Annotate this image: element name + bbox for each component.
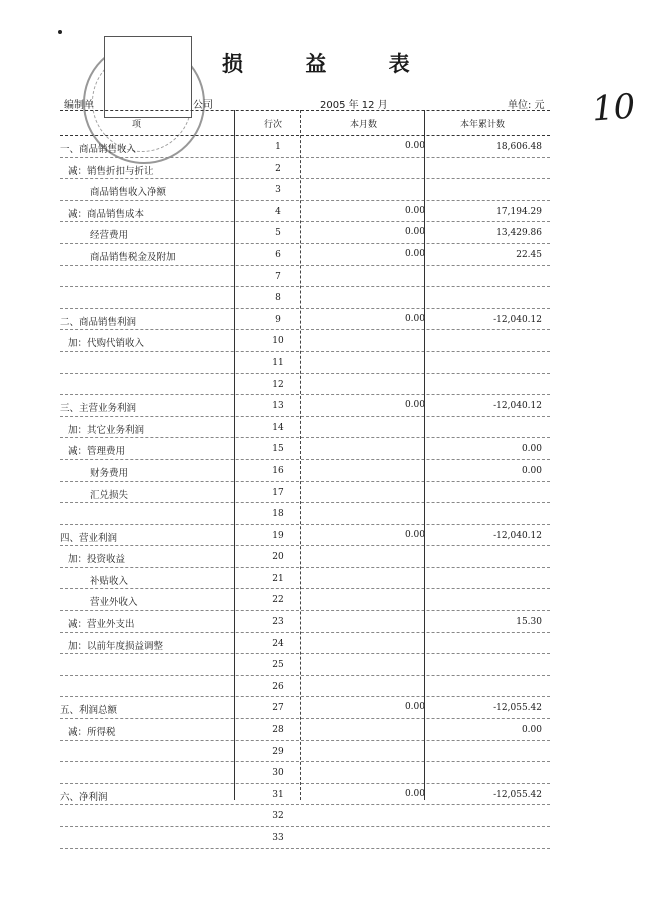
row-line-number: 26: [272, 681, 284, 692]
table-row: [60, 266, 550, 288]
row-line-number: 19: [272, 530, 284, 541]
row-ytd-amount: 22.45: [516, 249, 542, 260]
table-row: [60, 654, 550, 676]
table-row: [60, 244, 550, 266]
row-line-number: 24: [272, 638, 284, 649]
row-item-label: 四、营业利润: [60, 532, 118, 544]
table-row: [60, 633, 550, 655]
table-row: [60, 525, 550, 547]
scan-speck: [58, 30, 62, 34]
row-item-label: 一、商品销售收入: [60, 144, 137, 155]
row-item-label: 三、主营业务利润: [60, 403, 137, 415]
row-month-amount: 0.00: [404, 248, 425, 259]
row-ytd-amount: 0.00: [521, 725, 542, 736]
report-title: [222, 48, 463, 78]
row-line-number: 10: [272, 336, 284, 347]
table-row: [60, 330, 550, 352]
row-line-number: 32: [272, 811, 284, 822]
row-line-number: 14: [272, 422, 284, 433]
col-line-header: 行次: [264, 120, 283, 130]
table-header: [60, 110, 550, 136]
row-line-number: 9: [275, 314, 281, 325]
row-line-number: 29: [272, 746, 284, 757]
table-row: [60, 568, 550, 590]
table-row: [60, 805, 550, 827]
row-line-number: 6: [275, 249, 281, 260]
table-row: [60, 546, 550, 568]
table-row: [60, 697, 550, 719]
currency-unit: 单位: 元: [508, 100, 545, 111]
row-ytd-amount: -12,040.12: [493, 530, 542, 541]
table-row: [60, 503, 550, 525]
title-char-1: 损: [222, 52, 245, 76]
table-row: [60, 352, 550, 374]
row-ytd-amount: 15.30: [516, 617, 542, 628]
table-row: [60, 158, 550, 180]
row-item-label: 减：营业外支出: [68, 619, 135, 631]
table-row: [60, 827, 550, 849]
col-month-header: 本月数: [350, 120, 378, 130]
table-row: [60, 417, 550, 439]
row-line-number: 1: [275, 142, 281, 152]
row-line-number: 16: [272, 465, 284, 476]
row-line-number: 2: [275, 163, 281, 174]
row-month-amount: 0.00: [404, 227, 425, 238]
row-item-label: 营业外收入: [90, 597, 138, 609]
table-row: [60, 589, 550, 611]
table-row: [60, 460, 550, 482]
row-line-number: 25: [272, 660, 284, 671]
row-line-number: 33: [272, 833, 284, 843]
row-item-label: 减：所得税: [68, 727, 116, 739]
row-line-number: 12: [272, 379, 284, 390]
row-item-label: 加：代购代销收入: [68, 338, 145, 350]
row-ytd-amount: 0.00: [521, 444, 542, 455]
row-ytd-amount: -12,055.42: [493, 703, 542, 714]
col-divider-1: [234, 110, 235, 800]
row-line-number: 7: [275, 271, 281, 282]
row-ytd-amount: 17,194.29: [496, 206, 542, 217]
redaction-box: [104, 36, 192, 118]
row-line-number: 15: [272, 444, 284, 455]
row-ytd-amount: 18,606.48: [496, 142, 542, 152]
row-line-number: 11: [272, 357, 284, 368]
row-ytd-amount: -12,040.12: [493, 401, 542, 412]
row-line-number: 31: [272, 789, 284, 800]
row-line-number: 20: [272, 552, 284, 563]
row-line-number: 5: [275, 228, 281, 239]
table-row: [60, 719, 550, 741]
table-row: [60, 762, 550, 784]
table-row: [60, 611, 550, 633]
row-item-label: 财务费用: [90, 467, 129, 479]
row-item-label: 六、净利润: [60, 791, 108, 803]
row-line-number: 17: [272, 487, 284, 498]
row-month-amount: 0.00: [404, 400, 425, 411]
company-prefix: 编制单: [64, 100, 94, 111]
row-month-amount: 0.00: [404, 313, 425, 324]
row-month-amount: 0.00: [404, 141, 425, 151]
report-period: 2005 年 12 月: [320, 100, 388, 111]
table-row: [60, 222, 550, 244]
row-line-number: 30: [272, 768, 284, 779]
row-item-label: 商品销售税金及附加: [90, 251, 176, 263]
row-item-label: 经营费用: [90, 230, 129, 242]
table-row: [60, 201, 550, 223]
row-month-amount: 0.00: [404, 702, 425, 713]
row-item-label: 减：管理费用: [68, 446, 126, 458]
title-char-3: 表: [388, 52, 412, 76]
col-item-header: 项: [132, 120, 142, 130]
col-divider-2: [300, 110, 301, 800]
row-ytd-amount: 0.00: [521, 465, 542, 476]
row-line-number: 23: [272, 617, 284, 628]
table-row: [60, 309, 550, 331]
row-ytd-amount: 13,429.86: [496, 228, 542, 239]
row-item-label: 五、利润总额: [60, 705, 118, 717]
row-line-number: 3: [275, 185, 281, 196]
row-item-label: 减：商品销售成本: [68, 208, 145, 220]
table-row: [60, 741, 550, 763]
row-item-label: 补贴收入: [90, 575, 129, 587]
row-line-number: 28: [272, 725, 284, 736]
table-row: [60, 438, 550, 460]
table-row: [60, 676, 550, 698]
row-line-number: 21: [272, 573, 284, 584]
row-item-label: 加：投资收益: [68, 554, 126, 566]
table-row: [60, 136, 550, 158]
row-line-number: 18: [272, 509, 284, 520]
row-line-number: 27: [272, 703, 284, 714]
row-item-label: 加：其它业务利润: [68, 424, 145, 436]
row-line-number: 4: [275, 206, 281, 217]
row-item-label: 减：销售折扣与折让: [68, 165, 154, 177]
row-item-label: 加：以前年度损益调整: [68, 640, 164, 652]
table-row: [60, 179, 550, 201]
row-item-label: 商品销售收入净额: [90, 187, 167, 199]
col-divider-3: [424, 110, 425, 800]
row-line-number: 8: [275, 293, 281, 304]
table-row: [60, 784, 550, 806]
row-item-label: 二、商品销售利润: [60, 316, 137, 328]
table-row: [60, 287, 550, 309]
table-row: [60, 395, 550, 417]
row-month-amount: 0.00: [404, 788, 425, 799]
row-month-amount: 0.00: [404, 529, 425, 540]
handwritten-page-number: 10: [590, 86, 637, 130]
table-row: [60, 482, 550, 504]
row-ytd-amount: -12,055.42: [493, 789, 542, 800]
title-char-2: 益: [305, 52, 329, 76]
row-line-number: 22: [272, 595, 284, 606]
col-ytd-header: 本年累计数: [460, 120, 506, 130]
company-suffix: 公司: [193, 100, 213, 111]
row-line-number: 13: [272, 401, 284, 412]
table-body: [60, 136, 550, 849]
income-statement-table: [60, 110, 550, 849]
row-ytd-amount: -12,040.12: [493, 314, 542, 325]
row-month-amount: 0.00: [404, 205, 425, 216]
row-item-label: 汇兑损失: [90, 489, 129, 501]
table-row: [60, 374, 550, 396]
